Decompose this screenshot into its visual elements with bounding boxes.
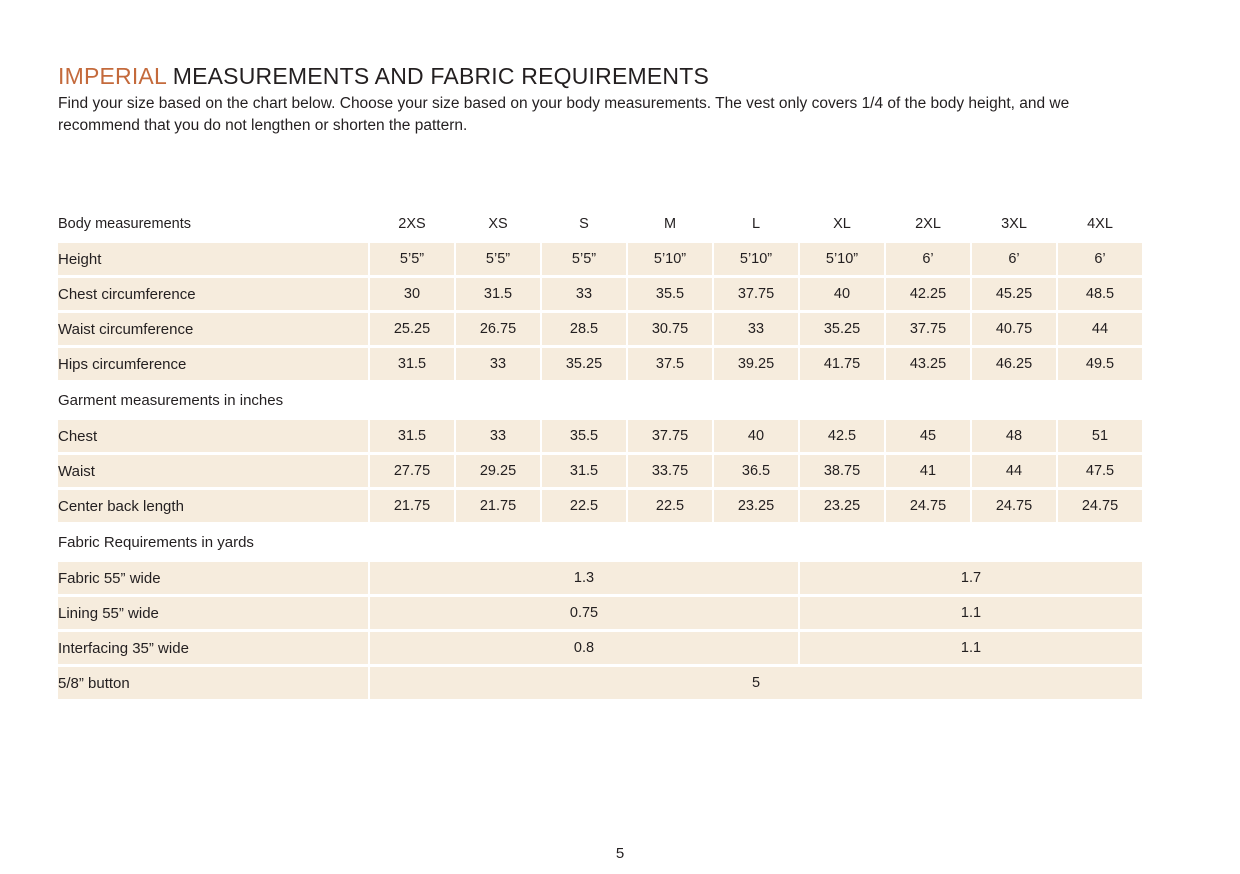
cell-height-l: 5’10” xyxy=(714,243,798,275)
size-header-4xl: 4XL xyxy=(1087,216,1113,232)
cell-height-s: 5’5” xyxy=(542,243,626,275)
cell-chest-2xs: 31.5 xyxy=(370,420,454,452)
intro-paragraph: Find your size based on the chart below. Choose your size based on your body measurements. The vest only covers 1/4 of the body height, and we recommend that you do not lengthen or shorten the pattern. xyxy=(58,95,1070,134)
cell-button-all: 5 xyxy=(370,667,1142,699)
size-header-xs: XS xyxy=(488,216,508,232)
size-header-l: L xyxy=(751,216,761,232)
table-row xyxy=(58,455,1142,487)
cell-chestcirc-xs: 31.5 xyxy=(456,278,540,310)
size-header-m: M xyxy=(663,216,677,232)
table-row xyxy=(58,420,1142,452)
cell-chestcirc-2xl: 42.25 xyxy=(886,278,970,310)
cell-cbl-2xs: 21.75 xyxy=(370,490,454,522)
cell-chestcirc-m: 35.5 xyxy=(628,278,712,310)
cell-hipscirc-4xl: 49.5 xyxy=(1058,348,1142,380)
cell-chest-m: 37.75 xyxy=(628,420,712,452)
cell-waistcirc-m: 30.75 xyxy=(628,313,712,345)
cell-chestcirc-4xl: 48.5 xyxy=(1058,278,1142,310)
cell-hipscirc-m: 37.5 xyxy=(628,348,712,380)
cell-height-4xl: 6’ xyxy=(1058,243,1142,275)
section-header-garment xyxy=(58,383,1142,417)
cell-chestcirc-3xl: 45.25 xyxy=(972,278,1056,310)
page-title xyxy=(58,63,709,90)
cell-height-xl: 5’10” xyxy=(800,243,884,275)
cell-cbl-3xl: 24.75 xyxy=(972,490,1056,522)
cell-cbl-4xl: 24.75 xyxy=(1058,490,1142,522)
size-header-2xs: 2XS xyxy=(398,216,426,232)
cell-waistcirc-2xl: 37.75 xyxy=(886,313,970,345)
table-row xyxy=(58,632,1142,664)
cell-waist-xs: 29.25 xyxy=(456,455,540,487)
row-label-hips-circumference: Hips circumference xyxy=(58,348,368,380)
measurements-table xyxy=(56,205,1144,702)
section-header-fabric xyxy=(58,525,1142,559)
table-row xyxy=(58,667,1142,699)
cell-chestcirc-l: 37.75 xyxy=(714,278,798,310)
size-header-xl: XL xyxy=(833,216,851,232)
cell-hipscirc-s: 35.25 xyxy=(542,348,626,380)
cell-waist-l: 36.5 xyxy=(714,455,798,487)
table-row xyxy=(58,490,1142,522)
cell-cbl-xs: 21.75 xyxy=(456,490,540,522)
cell-waistcirc-s: 28.5 xyxy=(542,313,626,345)
row-label-chest: Chest xyxy=(58,420,368,452)
row-label-waist: Waist xyxy=(58,455,368,487)
cell-height-2xl: 6’ xyxy=(886,243,970,275)
page-title-rest: MEASUREMENTS AND FABRIC REQUIREMENTS xyxy=(166,63,709,89)
cell-hipscirc-xl: 41.75 xyxy=(800,348,884,380)
table-row xyxy=(58,278,1142,310)
row-label-lining-55: Lining 55” wide xyxy=(58,597,368,629)
cell-interfacing35-left: 0.8 xyxy=(370,632,798,664)
cell-waist-xl: 38.75 xyxy=(800,455,884,487)
size-header-3xl: 3XL xyxy=(1001,216,1027,232)
cell-chest-4xl: 51 xyxy=(1058,420,1142,452)
row-label-fabric-55: Fabric 55” wide xyxy=(58,562,368,594)
cell-chestcirc-s: 33 xyxy=(542,278,626,310)
cell-lining55-right: 1.1 xyxy=(800,597,1142,629)
cell-chest-xs: 33 xyxy=(456,420,540,452)
table-row xyxy=(58,313,1142,345)
cell-hipscirc-xs: 33 xyxy=(456,348,540,380)
cell-waistcirc-l: 33 xyxy=(714,313,798,345)
cell-chest-s: 35.5 xyxy=(542,420,626,452)
cell-height-2xs: 5’5” xyxy=(370,243,454,275)
cell-hipscirc-2xl: 43.25 xyxy=(886,348,970,380)
cell-cbl-l: 23.25 xyxy=(714,490,798,522)
row-label-chest-circumference: Chest circumference xyxy=(58,278,368,310)
table-row xyxy=(58,597,1142,629)
cell-height-3xl: 6’ xyxy=(972,243,1056,275)
cell-chestcirc-xl: 40 xyxy=(800,278,884,310)
cell-waist-s: 31.5 xyxy=(542,455,626,487)
row-label-waist-circumference: Waist circumference xyxy=(58,313,368,345)
cell-cbl-2xl: 24.75 xyxy=(886,490,970,522)
header-body-measurements: Body measurements xyxy=(58,216,191,232)
cell-waistcirc-xl: 35.25 xyxy=(800,313,884,345)
cell-height-m: 5’10” xyxy=(628,243,712,275)
cell-chest-2xl: 45 xyxy=(886,420,970,452)
table-header-row xyxy=(58,208,1142,240)
cell-cbl-xl: 23.25 xyxy=(800,490,884,522)
section-label-garment: Garment measurements in inches xyxy=(58,391,284,409)
cell-lining55-left: 0.75 xyxy=(370,597,798,629)
cell-chestcirc-2xs: 30 xyxy=(370,278,454,310)
cell-chest-xl: 42.5 xyxy=(800,420,884,452)
cell-fabric55-left: 1.3 xyxy=(370,562,798,594)
cell-hipscirc-l: 39.25 xyxy=(714,348,798,380)
cell-waist-2xs: 27.75 xyxy=(370,455,454,487)
cell-waistcirc-3xl: 40.75 xyxy=(972,313,1056,345)
cell-cbl-s: 22.5 xyxy=(542,490,626,522)
row-label-interfacing-35: Interfacing 35” wide xyxy=(58,632,368,664)
cell-waist-m: 33.75 xyxy=(628,455,712,487)
cell-waistcirc-4xl: 44 xyxy=(1058,313,1142,345)
cell-waistcirc-2xs: 25.25 xyxy=(370,313,454,345)
section-label-fabric: Fabric Requirements in yards xyxy=(58,533,254,551)
cell-hipscirc-2xs: 31.5 xyxy=(370,348,454,380)
cell-height-xs: 5’5” xyxy=(456,243,540,275)
cell-fabric55-right: 1.7 xyxy=(800,562,1142,594)
page-number: 5 xyxy=(615,845,625,862)
table-row xyxy=(58,562,1142,594)
size-header-2xl: 2XL xyxy=(915,216,941,232)
cell-waist-3xl: 44 xyxy=(972,455,1056,487)
cell-waist-4xl: 47.5 xyxy=(1058,455,1142,487)
row-label-center-back-length: Center back length xyxy=(58,490,368,522)
cell-cbl-m: 22.5 xyxy=(628,490,712,522)
cell-hipscirc-3xl: 46.25 xyxy=(972,348,1056,380)
cell-chest-l: 40 xyxy=(714,420,798,452)
row-label-height: Height xyxy=(58,243,368,275)
page-title-accent: IMPERIAL xyxy=(58,63,167,89)
size-header-s: S xyxy=(579,216,589,232)
cell-interfacing35-right: 1.1 xyxy=(800,632,1142,664)
cell-waist-2xl: 41 xyxy=(886,455,970,487)
row-label-button: 5/8” button xyxy=(58,667,368,699)
cell-waistcirc-xs: 26.75 xyxy=(456,313,540,345)
table-row xyxy=(58,348,1142,380)
table-row xyxy=(58,243,1142,275)
cell-chest-3xl: 48 xyxy=(972,420,1056,452)
